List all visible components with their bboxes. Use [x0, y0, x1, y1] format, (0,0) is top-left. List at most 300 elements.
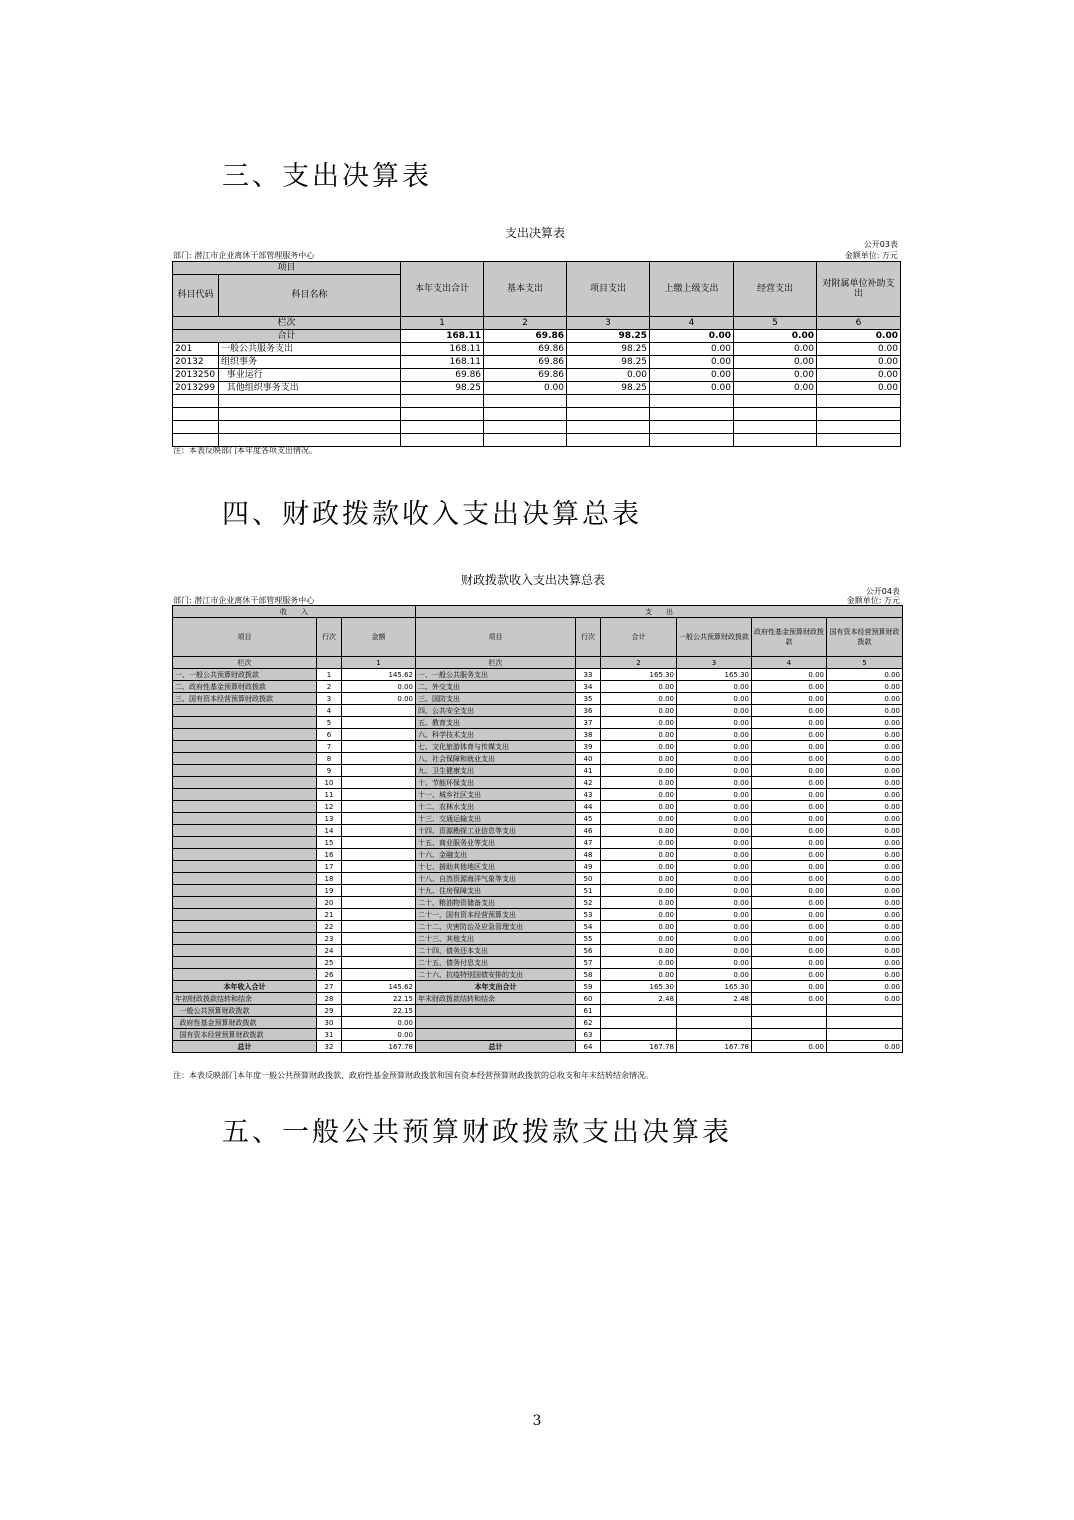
expense-value: 0.00 — [752, 825, 827, 837]
lanci-num: 5 — [827, 657, 903, 669]
expense-value: 0.00 — [752, 837, 827, 849]
income-item — [173, 969, 317, 981]
header-general-budget: 一般公共预算财政拨款 — [677, 618, 752, 657]
expense-value: 0.00 — [677, 909, 752, 921]
expense-value: 0.00 — [677, 849, 752, 861]
expense-rowno: 50 — [576, 873, 601, 885]
table-row — [173, 705, 903, 717]
expense-item: 十八、自然资源海洋气象等支出 — [416, 873, 576, 885]
income-item — [173, 765, 317, 777]
table-row — [173, 765, 903, 777]
expense-item: 二十三、其他支出 — [416, 933, 576, 945]
expense-value: 0.00 — [677, 753, 752, 765]
expense-value: 0.00 — [827, 885, 903, 897]
page-number: 3 — [532, 1413, 542, 1429]
expense-value: 0.00 — [827, 933, 903, 945]
expense-rowno: 62 — [576, 1017, 601, 1029]
expense-value: 0.00 — [752, 981, 827, 993]
expense-rowno: 40 — [576, 753, 601, 765]
income-item: 一、一般公共预算财政拨款 — [173, 669, 317, 681]
lanci-num: 5 — [734, 317, 817, 330]
expense-value: 0.00 — [677, 897, 752, 909]
header-col: 本年支出合计 — [401, 262, 484, 317]
table-row — [173, 909, 903, 921]
income-amount — [342, 789, 416, 801]
header-item: 项目 — [173, 262, 401, 275]
expense-rowno: 44 — [576, 801, 601, 813]
lanci-num: 2 — [601, 657, 677, 669]
expense-rowno: 64 — [576, 1041, 601, 1053]
income-item — [173, 753, 317, 765]
expense-item: 二十一、国有资本经营预算支出 — [416, 909, 576, 921]
income-rowno: 17 — [317, 861, 342, 873]
expense-value: 0.00 — [677, 801, 752, 813]
expense-rowno: 57 — [576, 957, 601, 969]
table-row — [173, 741, 903, 753]
expense-rowno: 46 — [576, 825, 601, 837]
table-row — [173, 897, 903, 909]
expense-value: 0.00 — [677, 693, 752, 705]
income-amount — [342, 777, 416, 789]
cell-value: 0.00 — [567, 369, 650, 382]
expense-value — [827, 1017, 903, 1029]
table-row — [173, 921, 903, 933]
cell-value: 98.25 — [567, 343, 650, 356]
expense-value: 0.00 — [601, 681, 677, 693]
expense-value: 0.00 — [601, 705, 677, 717]
expense-value: 0.00 — [752, 669, 827, 681]
income-item: 政府性基金预算财政拨款 — [173, 1017, 317, 1029]
table-row — [173, 669, 903, 681]
expense-value: 0.00 — [827, 693, 903, 705]
cell-value: 98.25 — [567, 382, 650, 395]
total-value: 0.00 — [650, 330, 734, 343]
income-item — [173, 717, 317, 729]
expense-rowno: 53 — [576, 909, 601, 921]
total-value: 0.00 — [817, 330, 901, 343]
header-soe-budget: 国有资本经营预算财政拨款 — [827, 618, 903, 657]
income-amount: 22.15 — [342, 993, 416, 1005]
income-amount: 145.62 — [342, 669, 416, 681]
income-rowno: 7 — [317, 741, 342, 753]
expense-value — [752, 1029, 827, 1041]
expense-rowno: 45 — [576, 813, 601, 825]
income-item — [173, 705, 317, 717]
income-amount — [342, 741, 416, 753]
cell-value: 0.00 — [734, 382, 817, 395]
income-amount: 0.00 — [342, 681, 416, 693]
expense-rowno: 35 — [576, 693, 601, 705]
table-row — [173, 729, 903, 741]
income-item — [173, 837, 317, 849]
expense-value — [752, 1017, 827, 1029]
expense-value: 0.00 — [827, 1041, 903, 1053]
table-row — [173, 945, 903, 957]
table-row — [173, 849, 903, 861]
expense-value: 0.00 — [601, 849, 677, 861]
table-row — [173, 801, 903, 813]
expense-value — [601, 1017, 677, 1029]
expense-value: 0.00 — [677, 921, 752, 933]
income-item — [173, 957, 317, 969]
expense-rowno: 48 — [576, 849, 601, 861]
expense-value: 0.00 — [752, 921, 827, 933]
expense-value: 0.00 — [601, 885, 677, 897]
income-amount: 22.15 — [342, 1005, 416, 1017]
carryover-row — [173, 993, 903, 1005]
expense-item: 三、国防支出 — [416, 693, 576, 705]
expense-value: 0.00 — [677, 729, 752, 741]
income-item: 总计 — [173, 1041, 317, 1053]
expense-rowno: 37 — [576, 717, 601, 729]
income-amount: 0.00 — [342, 1029, 416, 1041]
income-rowno: 15 — [317, 837, 342, 849]
total-value: 98.25 — [567, 330, 650, 343]
lanci-num: 4 — [650, 317, 734, 330]
income-amount — [342, 933, 416, 945]
expense-rowno: 42 — [576, 777, 601, 789]
table-row — [173, 969, 903, 981]
expense-value: 0.00 — [827, 873, 903, 885]
lanci-num: 1 — [401, 317, 484, 330]
expense-value: 0.00 — [677, 861, 752, 873]
expense-item: 二十五、债务付息支出 — [416, 957, 576, 969]
total-label: 合计 — [173, 330, 401, 343]
expense-value: 0.00 — [601, 777, 677, 789]
expense-item: 二、外交支出 — [416, 681, 576, 693]
total-row — [173, 330, 901, 343]
expense-rowno: 36 — [576, 705, 601, 717]
expense-item: 十一、城乡社区支出 — [416, 789, 576, 801]
table4-dept: 部门: 潜江市企业离休干部管理服务中心 — [173, 596, 315, 605]
expense-value: 0.00 — [752, 885, 827, 897]
expense-rowno: 33 — [576, 669, 601, 681]
expense-item: 二十六、抗疫特别国债安排的支出 — [416, 969, 576, 981]
cell-value: 69.86 — [484, 369, 567, 382]
expense-rowno: 43 — [576, 789, 601, 801]
income-rowno: 10 — [317, 777, 342, 789]
expense-value: 0.00 — [677, 957, 752, 969]
expense-value: 0.00 — [827, 669, 903, 681]
lanci-num: 4 — [752, 657, 827, 669]
expense-value: 0.00 — [677, 813, 752, 825]
expense-value: 0.00 — [752, 897, 827, 909]
income-item — [173, 933, 317, 945]
expense-value: 0.00 — [677, 765, 752, 777]
expense-value: 0.00 — [677, 885, 752, 897]
expense-value: 0.00 — [827, 825, 903, 837]
expense-rowno: 61 — [576, 1005, 601, 1017]
expense-value: 0.00 — [752, 969, 827, 981]
income-amount — [342, 921, 416, 933]
expense-item: 十七、援助其他地区支出 — [416, 861, 576, 873]
expense-value: 0.00 — [601, 825, 677, 837]
expense-value: 0.00 — [601, 753, 677, 765]
cell-value: 0.00 — [650, 369, 734, 382]
income-rowno: 2 — [317, 681, 342, 693]
income-amount: 0.00 — [342, 1017, 416, 1029]
section-heading-fiscal-summary: 四、财政拨款收入支出决算总表 — [222, 499, 642, 530]
expense-value: 0.00 — [601, 801, 677, 813]
expense-item — [416, 1017, 576, 1029]
income-rowno: 27 — [317, 981, 342, 993]
expense-rowno: 49 — [576, 861, 601, 873]
table-row — [173, 343, 901, 356]
expense-value: 0.00 — [677, 873, 752, 885]
expense-value: 0.00 — [677, 825, 752, 837]
income-rowno: 1 — [317, 669, 342, 681]
cell-value: 0.00 — [817, 382, 901, 395]
income-rowno: 9 — [317, 765, 342, 777]
table3-title: 支出决算表 — [505, 226, 566, 240]
table3-code: 公开03表 — [863, 240, 898, 249]
expense-value: 0.00 — [752, 729, 827, 741]
expense-value: 0.00 — [601, 861, 677, 873]
expense-value: 0.00 — [752, 717, 827, 729]
expense-value — [827, 1029, 903, 1041]
expense-value: 167.78 — [601, 1041, 677, 1053]
income-rowno: 12 — [317, 801, 342, 813]
expense-value: 0.00 — [677, 789, 752, 801]
expense-value: 0.00 — [752, 1041, 827, 1053]
income-rowno: 28 — [317, 993, 342, 1005]
table-row — [173, 693, 903, 705]
expense-item: 五、教育支出 — [416, 717, 576, 729]
lanci-num: 3 — [567, 317, 650, 330]
lanci-num: 3 — [677, 657, 752, 669]
expense-value: 0.00 — [752, 945, 827, 957]
income-rowno: 19 — [317, 885, 342, 897]
expense-rowno: 56 — [576, 945, 601, 957]
income-amount — [342, 705, 416, 717]
carryover-row — [173, 1017, 903, 1029]
total-value: 168.11 — [401, 330, 484, 343]
expense-value: 0.00 — [601, 945, 677, 957]
expense-value: 0.00 — [752, 849, 827, 861]
income-item — [173, 897, 317, 909]
cell-value: 0.00 — [734, 356, 817, 369]
table4-note: 注：本表反映部门本年度一般公共预算财政拨款、政府性基金预算财政拨款和国有资本经营预算财政拨款的总收支和年末结转结余情况。 — [173, 1071, 653, 1080]
expense-value: 0.00 — [677, 945, 752, 957]
income-amount — [342, 897, 416, 909]
expense-value: 0.00 — [827, 729, 903, 741]
expense-value: 0.00 — [752, 705, 827, 717]
income-item — [173, 789, 317, 801]
expense-value: 0.00 — [752, 765, 827, 777]
expense-value: 0.00 — [827, 681, 903, 693]
income-item — [173, 885, 317, 897]
income-rowno: 11 — [317, 789, 342, 801]
income-amount — [342, 765, 416, 777]
expense-item: 二十二、灾害防治及应急管理支出 — [416, 921, 576, 933]
income-item: 国有资本经营预算财政拨款 — [173, 1029, 317, 1041]
expense-value: 0.00 — [601, 693, 677, 705]
income-amount — [342, 825, 416, 837]
expense-value: 0.00 — [752, 741, 827, 753]
expense-rowno: 34 — [576, 681, 601, 693]
cell-value: 168.11 — [401, 356, 484, 369]
expense-value — [677, 1029, 752, 1041]
income-rowno: 13 — [317, 813, 342, 825]
expense-value: 0.00 — [677, 681, 752, 693]
expense-rowno: 41 — [576, 765, 601, 777]
sum-row — [173, 981, 903, 993]
income-amount — [342, 753, 416, 765]
expense-value: 0.00 — [677, 777, 752, 789]
section-heading-expenditure: 三、支出决算表 — [222, 161, 432, 192]
expense-item — [416, 1005, 576, 1017]
header-rowno: 行次 — [576, 618, 601, 657]
cell-value: 0.00 — [650, 343, 734, 356]
table-row — [173, 933, 903, 945]
table-row — [173, 356, 901, 369]
income-header: 收 入 — [173, 606, 416, 618]
lanci-num: 6 — [817, 317, 901, 330]
expense-item: 本年支出合计 — [416, 981, 576, 993]
expense-value — [677, 1005, 752, 1017]
empty-row — [173, 408, 901, 421]
expense-item: 九、卫生健康支出 — [416, 765, 576, 777]
expense-rowno: 52 — [576, 897, 601, 909]
income-amount — [342, 813, 416, 825]
income-amount — [342, 957, 416, 969]
lanci-num: 1 — [342, 657, 416, 669]
expense-value: 165.30 — [677, 981, 752, 993]
income-rowno: 4 — [317, 705, 342, 717]
income-amount — [342, 873, 416, 885]
expense-item: 总计 — [416, 1041, 576, 1053]
section-heading-general-budget: 五、一般公共预算财政拨款支出决算表 — [222, 1117, 732, 1148]
empty-row — [173, 395, 901, 408]
expense-item: 六、科学技术支出 — [416, 729, 576, 741]
expense-value: 0.00 — [827, 777, 903, 789]
expense-value: 2.48 — [601, 993, 677, 1005]
expense-value: 0.00 — [827, 981, 903, 993]
empty-row — [173, 421, 901, 434]
expense-rowno: 47 — [576, 837, 601, 849]
expense-value: 0.00 — [601, 837, 677, 849]
expense-value: 0.00 — [752, 873, 827, 885]
income-rowno: 6 — [317, 729, 342, 741]
income-amount — [342, 969, 416, 981]
income-rowno: 18 — [317, 873, 342, 885]
expense-value: 0.00 — [827, 849, 903, 861]
expense-item: 十九、住房保障支出 — [416, 885, 576, 897]
total-value: 69.86 — [484, 330, 567, 343]
expense-value: 2.48 — [677, 993, 752, 1005]
subject-code: 201 — [173, 343, 219, 356]
income-rowno: 22 — [317, 921, 342, 933]
expense-value: 0.00 — [752, 693, 827, 705]
header-total: 合计 — [601, 618, 677, 657]
expense-value — [601, 1005, 677, 1017]
table-row — [173, 382, 901, 395]
income-rowno: 16 — [317, 849, 342, 861]
header-amount: 金额 — [342, 618, 416, 657]
income-item — [173, 849, 317, 861]
expense-value: 167.78 — [677, 1041, 752, 1053]
subject-code: 2013299 — [173, 382, 219, 395]
income-rowno: 8 — [317, 753, 342, 765]
income-item — [173, 861, 317, 873]
income-rowno: 25 — [317, 957, 342, 969]
header-item: 项目 — [173, 618, 317, 657]
expense-value: 0.00 — [677, 837, 752, 849]
cell-value: 0.00 — [817, 356, 901, 369]
expense-value: 0.00 — [827, 705, 903, 717]
income-amount: 0.00 — [342, 693, 416, 705]
income-item — [173, 741, 317, 753]
table-row — [173, 717, 903, 729]
total-value: 0.00 — [734, 330, 817, 343]
expense-value: 165.30 — [601, 981, 677, 993]
expense-value: 0.00 — [752, 801, 827, 813]
expense-value: 0.00 — [827, 837, 903, 849]
cell-value: 0.00 — [650, 382, 734, 395]
income-rowno: 14 — [317, 825, 342, 837]
expense-value: 0.00 — [601, 789, 677, 801]
expense-value: 0.00 — [827, 741, 903, 753]
expense-value: 165.30 — [677, 669, 752, 681]
income-amount — [342, 849, 416, 861]
expense-value: 0.00 — [601, 729, 677, 741]
lanci-label: 栏次 — [416, 657, 576, 669]
expense-rowno: 51 — [576, 885, 601, 897]
header-col: 经营支出 — [734, 262, 817, 317]
income-item: 三、国有资本经营预算财政拨款 — [173, 693, 317, 705]
expense-item — [416, 1029, 576, 1041]
table-row — [173, 873, 903, 885]
expense-item: 十、节能环保支出 — [416, 777, 576, 789]
expense-value: 0.00 — [752, 861, 827, 873]
expense-value: 0.00 — [827, 765, 903, 777]
cell-value: 0.00 — [817, 343, 901, 356]
expense-item: 一、一般公共服务支出 — [416, 669, 576, 681]
table-row — [173, 837, 903, 849]
income-amount: 167.78 — [342, 1041, 416, 1053]
expense-value: 165.30 — [601, 669, 677, 681]
header-col: 上缴上级支出 — [650, 262, 734, 317]
expense-rowno: 63 — [576, 1029, 601, 1041]
income-rowno: 30 — [317, 1017, 342, 1029]
income-item — [173, 801, 317, 813]
table-row — [173, 777, 903, 789]
table3-dept: 部门: 潜江市企业离休干部管理服务中心 — [173, 251, 315, 260]
expense-value: 0.00 — [827, 789, 903, 801]
income-amount — [342, 885, 416, 897]
expense-value: 0.00 — [601, 813, 677, 825]
income-rowno: 21 — [317, 909, 342, 921]
income-item — [173, 873, 317, 885]
grand-row — [173, 1041, 903, 1053]
income-amount — [342, 729, 416, 741]
expense-rowno: 58 — [576, 969, 601, 981]
expense-item: 二十、粮油物资储备支出 — [416, 897, 576, 909]
expense-value: 0.00 — [601, 969, 677, 981]
cell-value: 98.25 — [401, 382, 484, 395]
expense-value: 0.00 — [827, 957, 903, 969]
expense-value: 0.00 — [752, 789, 827, 801]
expense-rowno: 59 — [576, 981, 601, 993]
table-row — [173, 813, 903, 825]
expense-value: 0.00 — [827, 753, 903, 765]
table-row — [173, 825, 903, 837]
expense-value: 0.00 — [601, 897, 677, 909]
expense-value: 0.00 — [601, 717, 677, 729]
subject-name: 其他组织事务支出 — [219, 382, 401, 395]
income-rowno: 3 — [317, 693, 342, 705]
income-amount — [342, 945, 416, 957]
